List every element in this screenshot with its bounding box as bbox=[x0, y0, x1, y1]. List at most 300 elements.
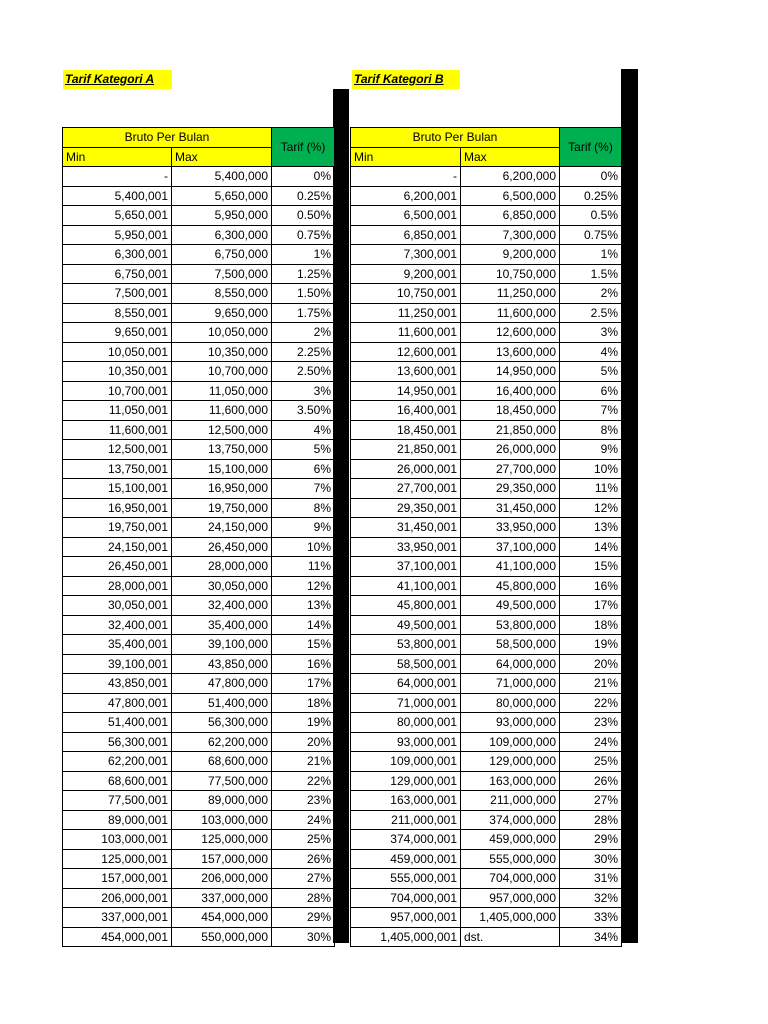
cell-tarif: 14% bbox=[560, 537, 622, 557]
table-row bbox=[63, 869, 335, 889]
cell-tarif: 24% bbox=[560, 732, 622, 752]
cell-tarif: 19% bbox=[272, 713, 335, 733]
cell-tarif: 20% bbox=[272, 732, 335, 752]
cell-tarif: 26% bbox=[272, 849, 335, 869]
table-row bbox=[63, 459, 335, 479]
cell-max: 11,250,000 bbox=[461, 284, 560, 304]
cell-max: 26,000,000 bbox=[461, 440, 560, 460]
table-row bbox=[351, 303, 622, 323]
cell-max: 206,000,000 bbox=[172, 869, 272, 889]
cell-tarif: 17% bbox=[272, 674, 335, 694]
cell-min: 11,250,001 bbox=[351, 303, 461, 323]
cell-min: 62,200,001 bbox=[63, 752, 172, 772]
table-row bbox=[63, 167, 335, 187]
cell-min: 41,100,001 bbox=[351, 576, 461, 596]
table-row bbox=[63, 225, 335, 245]
table-row bbox=[63, 849, 335, 869]
cell-tarif: 0.75% bbox=[560, 225, 622, 245]
cell-tarif: 9% bbox=[272, 518, 335, 538]
cell-min: 5,400,001 bbox=[63, 186, 172, 206]
table-row bbox=[63, 791, 335, 811]
table-row bbox=[63, 596, 335, 616]
separator-bar-b bbox=[621, 69, 638, 943]
cell-max: 7,300,000 bbox=[461, 225, 560, 245]
cell-min: 47,800,001 bbox=[63, 693, 172, 713]
cell-min: 64,000,001 bbox=[351, 674, 461, 694]
table-row bbox=[63, 420, 335, 440]
table-row bbox=[63, 186, 335, 206]
table-row bbox=[63, 732, 335, 752]
table-row bbox=[63, 284, 335, 304]
cell-tarif: 2.25% bbox=[272, 342, 335, 362]
table-row bbox=[63, 908, 335, 928]
cell-min: - bbox=[63, 167, 172, 187]
cell-tarif: 3% bbox=[272, 381, 335, 401]
cell-max: 16,400,000 bbox=[461, 381, 560, 401]
cell-max: 14,950,000 bbox=[461, 362, 560, 382]
cell-min: 109,000,001 bbox=[351, 752, 461, 772]
cell-min: 6,850,001 bbox=[351, 225, 461, 245]
header-min: Min bbox=[351, 147, 461, 167]
cell-tarif: 23% bbox=[272, 791, 335, 811]
cell-max: 35,400,000 bbox=[172, 615, 272, 635]
table-row bbox=[63, 245, 335, 265]
table-row bbox=[63, 810, 335, 830]
cell-min: 11,600,001 bbox=[63, 420, 172, 440]
table-row bbox=[63, 635, 335, 655]
table-row bbox=[351, 225, 622, 245]
cell-max: 68,600,000 bbox=[172, 752, 272, 772]
cell-min: 58,500,001 bbox=[351, 654, 461, 674]
cell-min: 211,000,001 bbox=[351, 810, 461, 830]
cell-min: 45,800,001 bbox=[351, 596, 461, 616]
tariff-table-b bbox=[350, 127, 622, 947]
cell-min: 68,600,001 bbox=[63, 771, 172, 791]
cell-max: 41,100,000 bbox=[461, 557, 560, 577]
cell-max: 93,000,000 bbox=[461, 713, 560, 733]
cell-tarif: 11% bbox=[560, 479, 622, 499]
cell-max: 32,400,000 bbox=[172, 596, 272, 616]
table-row bbox=[63, 381, 335, 401]
cell-max: 30,050,000 bbox=[172, 576, 272, 596]
cell-max: dst. bbox=[461, 927, 560, 947]
table-row bbox=[351, 459, 622, 479]
cell-min: 6,200,001 bbox=[351, 186, 461, 206]
cell-tarif: 1.25% bbox=[272, 264, 335, 284]
table-row bbox=[351, 420, 622, 440]
cell-tarif: 1.50% bbox=[272, 284, 335, 304]
table-row bbox=[63, 264, 335, 284]
cell-tarif: 10% bbox=[272, 537, 335, 557]
cell-tarif: 3% bbox=[560, 323, 622, 343]
cell-max: 51,400,000 bbox=[172, 693, 272, 713]
cell-min: 163,000,001 bbox=[351, 791, 461, 811]
cell-max: 58,500,000 bbox=[461, 635, 560, 655]
cell-tarif: 32% bbox=[560, 888, 622, 908]
table-row bbox=[63, 537, 335, 557]
table-row bbox=[351, 615, 622, 635]
cell-min: 14,950,001 bbox=[351, 381, 461, 401]
table-row bbox=[351, 323, 622, 343]
cell-max: 103,000,000 bbox=[172, 810, 272, 830]
tariff-table-a bbox=[62, 127, 335, 947]
cell-min: 454,000,001 bbox=[63, 927, 172, 947]
cell-min: 33,950,001 bbox=[351, 537, 461, 557]
cell-tarif: 14% bbox=[272, 615, 335, 635]
cell-max: 7,500,000 bbox=[172, 264, 272, 284]
table-row bbox=[63, 479, 335, 499]
title-kategori-a: Tarif Kategori A bbox=[63, 70, 172, 89]
table-row bbox=[351, 440, 622, 460]
cell-max: 16,950,000 bbox=[172, 479, 272, 499]
table-row bbox=[63, 206, 335, 226]
table-row bbox=[351, 927, 622, 947]
cell-min: 337,000,001 bbox=[63, 908, 172, 928]
cell-max: 555,000,000 bbox=[461, 849, 560, 869]
cell-max: 19,750,000 bbox=[172, 498, 272, 518]
cell-max: 31,450,000 bbox=[461, 498, 560, 518]
cell-max: 53,800,000 bbox=[461, 615, 560, 635]
cell-tarif: 33% bbox=[560, 908, 622, 928]
cell-min: 26,450,001 bbox=[63, 557, 172, 577]
cell-max: 6,300,000 bbox=[172, 225, 272, 245]
cell-max: 29,350,000 bbox=[461, 479, 560, 499]
cell-min: 16,950,001 bbox=[63, 498, 172, 518]
table-row bbox=[351, 167, 622, 187]
table-row bbox=[63, 927, 335, 947]
cell-tarif: 30% bbox=[272, 927, 335, 947]
table-row bbox=[351, 479, 622, 499]
cell-tarif: 22% bbox=[272, 771, 335, 791]
cell-min: 10,700,001 bbox=[63, 381, 172, 401]
cell-min: 12,600,001 bbox=[351, 342, 461, 362]
table-row bbox=[351, 752, 622, 772]
table-row bbox=[351, 537, 622, 557]
cell-min: 1,405,000,001 bbox=[351, 927, 461, 947]
cell-min: 31,450,001 bbox=[351, 518, 461, 538]
cell-tarif: 20% bbox=[560, 654, 622, 674]
cell-tarif: 13% bbox=[560, 518, 622, 538]
cell-min: 32,400,001 bbox=[63, 615, 172, 635]
cell-min: 93,000,001 bbox=[351, 732, 461, 752]
cell-max: 11,050,000 bbox=[172, 381, 272, 401]
separator-bar-a bbox=[333, 89, 349, 943]
cell-min: 13,750,001 bbox=[63, 459, 172, 479]
cell-max: 129,000,000 bbox=[461, 752, 560, 772]
table-row bbox=[351, 342, 622, 362]
cell-tarif: 15% bbox=[272, 635, 335, 655]
cell-max: 62,200,000 bbox=[172, 732, 272, 752]
table-row bbox=[351, 362, 622, 382]
cell-max: 8,550,000 bbox=[172, 284, 272, 304]
cell-tarif: 0% bbox=[560, 167, 622, 187]
cell-max: 56,300,000 bbox=[172, 713, 272, 733]
cell-max: 15,100,000 bbox=[172, 459, 272, 479]
cell-tarif: 15% bbox=[560, 557, 622, 577]
cell-tarif: 31% bbox=[560, 869, 622, 889]
cell-tarif: 34% bbox=[560, 927, 622, 947]
table-row bbox=[351, 576, 622, 596]
cell-min: 29,350,001 bbox=[351, 498, 461, 518]
cell-max: 11,600,000 bbox=[172, 401, 272, 421]
cell-tarif: 1.75% bbox=[272, 303, 335, 323]
cell-min: 374,000,001 bbox=[351, 830, 461, 850]
cell-tarif: 29% bbox=[272, 908, 335, 928]
table-row bbox=[63, 557, 335, 577]
cell-min: 10,750,001 bbox=[351, 284, 461, 304]
cell-min: 53,800,001 bbox=[351, 635, 461, 655]
table-row bbox=[351, 206, 622, 226]
table-row bbox=[63, 771, 335, 791]
cell-max: 704,000,000 bbox=[461, 869, 560, 889]
cell-tarif: 6% bbox=[560, 381, 622, 401]
cell-min: 206,000,001 bbox=[63, 888, 172, 908]
header-bruto: Bruto Per Bulan bbox=[351, 128, 560, 148]
cell-tarif: 3.50% bbox=[272, 401, 335, 421]
cell-min: 37,100,001 bbox=[351, 557, 461, 577]
cell-min: 51,400,001 bbox=[63, 713, 172, 733]
cell-tarif: 17% bbox=[560, 596, 622, 616]
cell-min: 21,850,001 bbox=[351, 440, 461, 460]
cell-min: - bbox=[351, 167, 461, 187]
cell-tarif: 16% bbox=[272, 654, 335, 674]
cell-max: 957,000,000 bbox=[461, 888, 560, 908]
cell-max: 6,750,000 bbox=[172, 245, 272, 265]
cell-max: 5,400,000 bbox=[172, 167, 272, 187]
table-row bbox=[63, 440, 335, 460]
table-row bbox=[351, 849, 622, 869]
cell-max: 211,000,000 bbox=[461, 791, 560, 811]
cell-min: 9,200,001 bbox=[351, 264, 461, 284]
table-row bbox=[351, 908, 622, 928]
cell-tarif: 2.50% bbox=[272, 362, 335, 382]
header-tarif: Tarif (%) bbox=[560, 128, 622, 167]
cell-max: 28,000,000 bbox=[172, 557, 272, 577]
cell-min: 19,750,001 bbox=[63, 518, 172, 538]
table-row bbox=[63, 674, 335, 694]
table-row bbox=[63, 888, 335, 908]
cell-max: 10,050,000 bbox=[172, 323, 272, 343]
header-min: Min bbox=[63, 147, 172, 167]
cell-max: 13,600,000 bbox=[461, 342, 560, 362]
cell-tarif: 28% bbox=[272, 888, 335, 908]
cell-tarif: 2% bbox=[560, 284, 622, 304]
cell-min: 15,100,001 bbox=[63, 479, 172, 499]
table-row bbox=[351, 381, 622, 401]
cell-min: 39,100,001 bbox=[63, 654, 172, 674]
cell-max: 9,650,000 bbox=[172, 303, 272, 323]
table-row bbox=[351, 654, 622, 674]
cell-min: 129,000,001 bbox=[351, 771, 461, 791]
cell-min: 77,500,001 bbox=[63, 791, 172, 811]
cell-tarif: 23% bbox=[560, 713, 622, 733]
cell-max: 109,000,000 bbox=[461, 732, 560, 752]
cell-max: 12,500,000 bbox=[172, 420, 272, 440]
cell-min: 957,000,001 bbox=[351, 908, 461, 928]
cell-tarif: 1% bbox=[560, 245, 622, 265]
table-row bbox=[63, 518, 335, 538]
cell-tarif: 0.50% bbox=[272, 206, 335, 226]
cell-max: 10,750,000 bbox=[461, 264, 560, 284]
cell-min: 6,300,001 bbox=[63, 245, 172, 265]
cell-min: 28,000,001 bbox=[63, 576, 172, 596]
table-row bbox=[63, 713, 335, 733]
cell-max: 18,450,000 bbox=[461, 401, 560, 421]
cell-min: 7,300,001 bbox=[351, 245, 461, 265]
cell-max: 33,950,000 bbox=[461, 518, 560, 538]
cell-min: 704,000,001 bbox=[351, 888, 461, 908]
cell-tarif: 6% bbox=[272, 459, 335, 479]
cell-min: 8,550,001 bbox=[63, 303, 172, 323]
header-max: Max bbox=[461, 147, 560, 167]
cell-max: 26,450,000 bbox=[172, 537, 272, 557]
cell-tarif: 26% bbox=[560, 771, 622, 791]
cell-min: 5,650,001 bbox=[63, 206, 172, 226]
header-bruto: Bruto Per Bulan bbox=[63, 128, 272, 148]
table-row bbox=[351, 635, 622, 655]
cell-tarif: 30% bbox=[560, 849, 622, 869]
table-row bbox=[351, 674, 622, 694]
cell-max: 550,000,000 bbox=[172, 927, 272, 947]
table-row bbox=[63, 654, 335, 674]
table-row bbox=[63, 615, 335, 635]
cell-min: 18,450,001 bbox=[351, 420, 461, 440]
cell-tarif: 7% bbox=[560, 401, 622, 421]
cell-max: 454,000,000 bbox=[172, 908, 272, 928]
cell-min: 35,400,001 bbox=[63, 635, 172, 655]
table-row bbox=[63, 498, 335, 518]
cell-max: 337,000,000 bbox=[172, 888, 272, 908]
cell-tarif: 10% bbox=[560, 459, 622, 479]
header-max: Max bbox=[172, 147, 272, 167]
table-row bbox=[351, 264, 622, 284]
cell-max: 13,750,000 bbox=[172, 440, 272, 460]
cell-max: 24,150,000 bbox=[172, 518, 272, 538]
cell-tarif: 8% bbox=[272, 498, 335, 518]
cell-max: 1,405,000,000 bbox=[461, 908, 560, 928]
cell-tarif: 9% bbox=[560, 440, 622, 460]
table-row bbox=[351, 869, 622, 889]
cell-min: 27,700,001 bbox=[351, 479, 461, 499]
cell-max: 5,950,000 bbox=[172, 206, 272, 226]
cell-tarif: 27% bbox=[560, 791, 622, 811]
cell-min: 555,000,001 bbox=[351, 869, 461, 889]
cell-tarif: 28% bbox=[560, 810, 622, 830]
table-row bbox=[63, 303, 335, 323]
cell-min: 80,000,001 bbox=[351, 713, 461, 733]
cell-tarif: 0.25% bbox=[560, 186, 622, 206]
cell-min: 10,050,001 bbox=[63, 342, 172, 362]
cell-max: 77,500,000 bbox=[172, 771, 272, 791]
cell-tarif: 21% bbox=[272, 752, 335, 772]
table-row bbox=[63, 576, 335, 596]
cell-min: 6,500,001 bbox=[351, 206, 461, 226]
cell-max: 125,000,000 bbox=[172, 830, 272, 850]
cell-tarif: 0.25% bbox=[272, 186, 335, 206]
cell-min: 56,300,001 bbox=[63, 732, 172, 752]
table-row bbox=[351, 596, 622, 616]
cell-min: 30,050,001 bbox=[63, 596, 172, 616]
table-row bbox=[63, 830, 335, 850]
cell-tarif: 27% bbox=[272, 869, 335, 889]
cell-min: 16,400,001 bbox=[351, 401, 461, 421]
cell-max: 47,800,000 bbox=[172, 674, 272, 694]
table-row bbox=[63, 752, 335, 772]
cell-max: 71,000,000 bbox=[461, 674, 560, 694]
header-tarif: Tarif (%) bbox=[272, 128, 335, 167]
cell-min: 71,000,001 bbox=[351, 693, 461, 713]
cell-tarif: 13% bbox=[272, 596, 335, 616]
table-row bbox=[351, 498, 622, 518]
cell-min: 43,850,001 bbox=[63, 674, 172, 694]
cell-min: 5,950,001 bbox=[63, 225, 172, 245]
cell-tarif: 2.5% bbox=[560, 303, 622, 323]
table-row bbox=[351, 557, 622, 577]
table-row bbox=[351, 888, 622, 908]
cell-max: 157,000,000 bbox=[172, 849, 272, 869]
cell-tarif: 12% bbox=[272, 576, 335, 596]
table-row bbox=[351, 284, 622, 304]
table-row bbox=[351, 830, 622, 850]
table-row bbox=[351, 186, 622, 206]
cell-tarif: 19% bbox=[560, 635, 622, 655]
cell-min: 11,600,001 bbox=[351, 323, 461, 343]
table-row bbox=[351, 245, 622, 265]
cell-min: 125,000,001 bbox=[63, 849, 172, 869]
cell-max: 39,100,000 bbox=[172, 635, 272, 655]
cell-tarif: 24% bbox=[272, 810, 335, 830]
cell-tarif: 22% bbox=[560, 693, 622, 713]
cell-min: 89,000,001 bbox=[63, 810, 172, 830]
cell-tarif: 21% bbox=[560, 674, 622, 694]
cell-min: 459,000,001 bbox=[351, 849, 461, 869]
cell-min: 24,150,001 bbox=[63, 537, 172, 557]
cell-min: 10,350,001 bbox=[63, 362, 172, 382]
cell-max: 27,700,000 bbox=[461, 459, 560, 479]
cell-max: 43,850,000 bbox=[172, 654, 272, 674]
title-kategori-b: Tarif Kategori B bbox=[352, 70, 460, 89]
table-row bbox=[351, 401, 622, 421]
cell-tarif: 12% bbox=[560, 498, 622, 518]
cell-tarif: 18% bbox=[272, 693, 335, 713]
cell-tarif: 0.5% bbox=[560, 206, 622, 226]
table-row bbox=[351, 771, 622, 791]
cell-tarif: 7% bbox=[272, 479, 335, 499]
cell-max: 459,000,000 bbox=[461, 830, 560, 850]
cell-max: 6,850,000 bbox=[461, 206, 560, 226]
cell-tarif: 5% bbox=[272, 440, 335, 460]
cell-max: 64,000,000 bbox=[461, 654, 560, 674]
cell-min: 49,500,001 bbox=[351, 615, 461, 635]
cell-tarif: 1.5% bbox=[560, 264, 622, 284]
cell-tarif: 0.75% bbox=[272, 225, 335, 245]
cell-max: 80,000,000 bbox=[461, 693, 560, 713]
cell-min: 103,000,001 bbox=[63, 830, 172, 850]
cell-max: 45,800,000 bbox=[461, 576, 560, 596]
cell-tarif: 0% bbox=[272, 167, 335, 187]
table-row bbox=[351, 810, 622, 830]
cell-min: 157,000,001 bbox=[63, 869, 172, 889]
cell-max: 5,650,000 bbox=[172, 186, 272, 206]
cell-min: 6,750,001 bbox=[63, 264, 172, 284]
cell-max: 21,850,000 bbox=[461, 420, 560, 440]
cell-tarif: 16% bbox=[560, 576, 622, 596]
table-row bbox=[63, 342, 335, 362]
table-row bbox=[63, 362, 335, 382]
cell-tarif: 18% bbox=[560, 615, 622, 635]
table-row bbox=[351, 693, 622, 713]
table-row bbox=[351, 713, 622, 733]
